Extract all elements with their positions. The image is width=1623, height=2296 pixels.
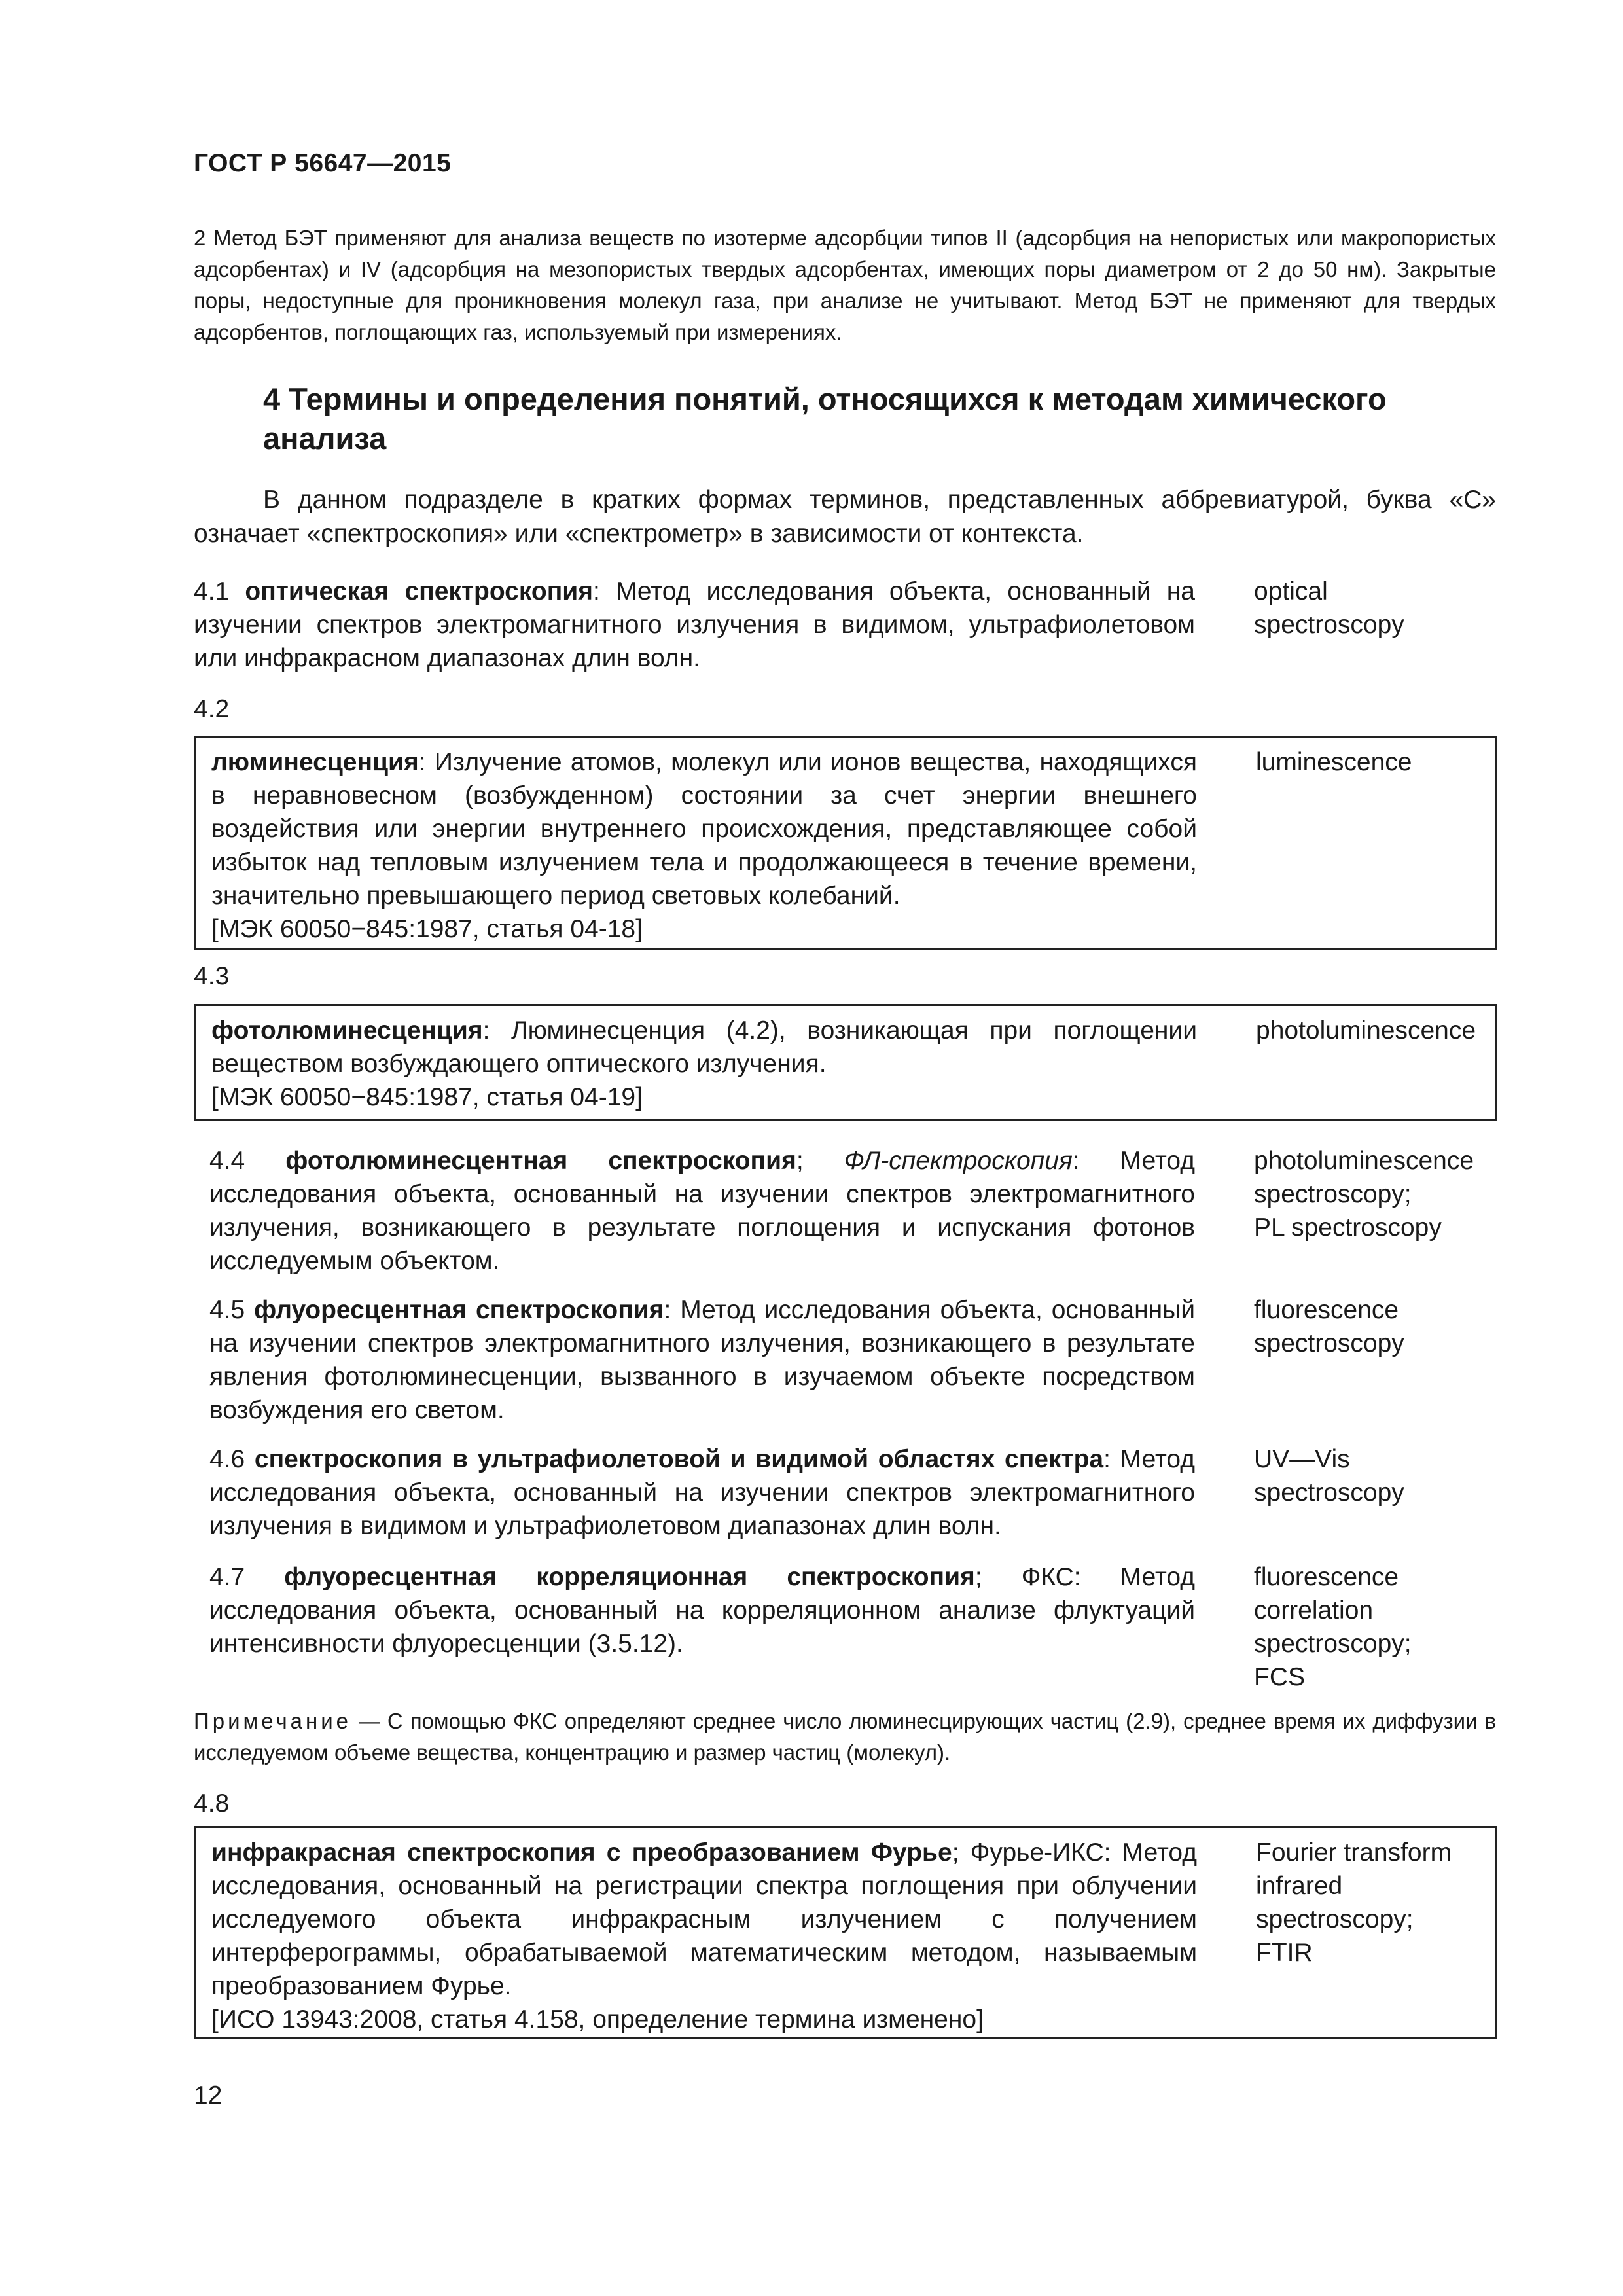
term-number: 4.7 [209,1563,245,1591]
english-line: fluorescence [1254,1563,1399,1591]
term-4-3-number: 4.3 [194,962,230,990]
english-line: FCS [1254,1663,1305,1691]
english-line: infrared [1256,1872,1343,1900]
english-line: photoluminescence [1254,1147,1474,1175]
english-line: PL spectroscopy [1254,1213,1442,1242]
term-4-6-english [1254,1443,1496,1509]
english-line: spectroscopy; [1256,1905,1414,1933]
term-4-4-definition [209,1144,1195,1278]
english-line: UV—Vis [1254,1445,1350,1473]
document-page [194,0,1496,2296]
english-line: correlation [1254,1596,1374,1624]
term-4-2-number: 4.2 [194,695,230,723]
english-line: spectroscopy; [1254,1180,1412,1208]
term-4-2-box [194,736,1497,950]
term-4-8-number: 4.8 [194,1789,230,1818]
term-4-3-english [1256,1014,1498,1047]
term-4-5-definition [209,1293,1195,1427]
section-intro: В данном подразделе в кратких формах терминов, представленных аббревиатурой, буква «С» означает «спектроскопия» или «спектрометр» в зависимости от контекста. [194,486,1496,548]
term-4-8-box [194,1826,1497,2039]
term-definition: ; Фурье-ИКС: Метод исследования, основанный на регистрации спектра поглощения при облучении исследуемого объекта инфракрасным излучением с получением интерферограммы, обрабатываемой математическим методом, называемым преобразованием Фурье. [211,1839,1197,2000]
term-definition: : Люминесценция (4.2), возникающая при поглощении веществом возбуждающего оптического излучения. [211,1016,1197,1078]
term-reference: [ИСО 13943:2008, статья 4.158, определение термина изменено] [211,2005,984,2034]
term-4-6-definition [209,1443,1195,1543]
term-number: 4.4 [209,1147,245,1175]
english-line: spectroscopy; [1254,1630,1412,1658]
term-4-2-english [1256,745,1498,779]
english-line: spectroscopy [1254,611,1404,639]
term-name: оптическая спектроскопия [245,577,593,605]
term-4-2-definition [211,745,1197,946]
term-4-7-definition [209,1560,1195,1660]
english-line: Fourier transform [1256,1839,1452,1867]
term-4-5-english [1254,1293,1496,1360]
page-number: 12 [194,2081,223,2109]
term-name: флуоресцентная корреляционная спектроскопия [284,1563,975,1591]
term-4-1-english [1254,575,1496,641]
term-name: фотолюминесцентная спектроскопия [285,1147,796,1175]
english-line: FTIR [1256,1939,1313,1967]
note-fcs [194,1706,1496,1768]
term-reference: [МЭК 60050−845:1987, статья 04-19] [211,1083,643,1111]
term-4-7-english [1254,1560,1496,1694]
english-line: optical [1254,577,1328,605]
term-4-1-definition [194,575,1195,675]
term-name: инфракрасная спектроскопия с преобразованием Фурье [211,1839,952,1867]
term-4-3-definition [211,1014,1197,1114]
english-line: photoluminescence [1256,1016,1476,1045]
term-separator: ; [796,1147,844,1175]
document-header: ГОСТ Р 56647—2015 [194,149,452,177]
term-number: 4.5 [209,1296,245,1324]
term-definition: : Метод исследования объекта, основанный на изучении спектров электромагнитного излучения, возникающего в результате явления фотолюминесценции, вызванного в изучаемом объекте посредством возбуждения его светом. [209,1296,1195,1424]
term-name: флуоресцентная спектроскопия [254,1296,664,1324]
term-definition: : Метод исследования объекта, основанный на изучении спектров электромагнитного излучения в видимом, ультрафиолетовом или инфракрасном диапазонах длин волн. [194,577,1195,672]
term-4-3-box [194,1004,1497,1121]
term-definition: : Излучение атомов, молекул или ионов вещества, находящихся в неравновесном (возбужденном) состоянии за счет энергии внешнего воздействия или энергии внутреннего происхождения, представляющее собой избыток над тепловым излучением тела и продолжающееся в течение времени, значительно превышающего период световых колебаний. [211,748,1197,910]
english-line: spectroscopy [1254,1329,1404,1357]
section-title: 4 Термины и определения понятий, относящихся к методам химического анализа [263,382,1387,456]
term-definition: : Метод исследования объекта, основанный на изучении спектров электромагнитного излучения, возникающего в результате поглощения и испускания фотонов исследуемым объектом. [209,1147,1195,1275]
english-line: fluorescence [1254,1296,1399,1324]
note-bet: 2 Метод БЭТ применяют для анализа веществ по изотерме адсорбции типов II (адсорбция на непористых или макропористых адсорбентах) и IV (адсорбция на мезопористых твердых адсорбентах, имеющих поры диаметром от 2 до 50 нм). Закрытые поры, недоступные для проникновения молекул газа, при анализе не учитывают. Метод БЭТ не применяют для твердых адсорбентов, поглощающих газ, используемый при измерениях. [194,226,1496,344]
term-4-4-english [1254,1144,1496,1244]
term-4-8-definition [211,1836,1197,2036]
term-name: спектроскопия в ультрафиолетовой и видимой областях спектра [254,1445,1104,1473]
term-4-8-english [1256,1836,1498,1969]
term-number: 4.6 [209,1445,245,1473]
english-line: spectroscopy [1254,1479,1404,1507]
term-abbreviation: ФЛ-спектроскопия [844,1147,1073,1175]
term-name: люминесценция [211,748,419,776]
note-text: — С помощью ФКС определяют среднее число люминесцирующих частиц (2.9), среднее время их диффузии в исследуемом объеме вещества, концентрацию и размер частиц (молекул). [194,1709,1496,1765]
term-reference: [МЭК 60050−845:1987, статья 04-18] [211,915,643,943]
term-name: фотолюминесценция [211,1016,483,1045]
english-line: luminescence [1256,748,1412,776]
term-definition: : Метод исследования объекта, основанный на изучении спектров электромагнитного излучения в видимом и ультрафиолетовом диапазонах длин волн. [209,1445,1195,1540]
term-definition: ; ФКС: Метод исследования объекта, основанный на корреляционном анализе флуктуаций интенсивности флуоресценции (3.5.12). [209,1563,1195,1658]
note-label: Примечание [194,1709,352,1733]
term-number: 4.1 [194,577,230,605]
